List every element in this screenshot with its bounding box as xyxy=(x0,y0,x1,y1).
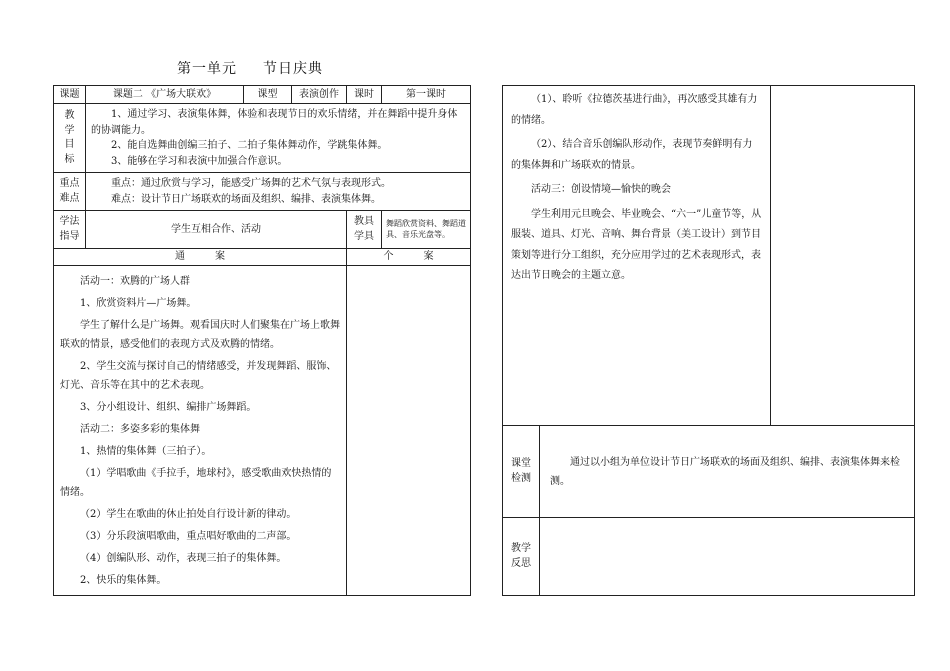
continued-plan-row xyxy=(503,86,915,426)
plan-line: 1、欣赏资料片—广场舞。 xyxy=(80,297,197,309)
keypoints-content xyxy=(86,173,471,211)
plan-line: 1、热情的集体舞（三拍子）。 xyxy=(80,445,212,457)
individual-plan-header: 个 案 xyxy=(347,249,471,266)
method-row xyxy=(54,211,471,249)
keypoints-row xyxy=(54,173,471,211)
tools-label: 教具 学具 xyxy=(347,211,382,249)
check-label: 课堂 检测 xyxy=(503,426,540,518)
method-label: 学法 指导 xyxy=(54,211,86,249)
individual-plan-content-right xyxy=(771,86,915,426)
goals-content xyxy=(86,104,471,173)
continued-plan-content xyxy=(503,86,771,426)
period-value: 第一课时 xyxy=(382,86,471,104)
key-point: 重点：通过欣赏与学习，能感受广场舞的艺术气氛与表现形式。 xyxy=(111,178,391,189)
difficult-point: 难点：设计节日广场联欢的场面及组织、编排、表演集体舞。 xyxy=(111,193,381,205)
plan-line: （2）学生在歌曲的休止拍处自行设计新的律动。 xyxy=(80,508,297,520)
common-plan-header: 通 案 xyxy=(54,249,347,266)
check-content: 通过以小组为单位设计节日广场联欢的场面及组织、编排、表演集体舞来检测。 xyxy=(540,426,915,518)
plan-line: 学生了解什么是广场舞。观看国庆时人们聚集在广场上歌舞联欢的情景，感受他们的表现方式及欢腾的情绪。 xyxy=(60,319,340,350)
reflection-row xyxy=(503,518,915,596)
header-row xyxy=(54,249,471,266)
method-value: 学生互相合作、活动 xyxy=(86,211,347,249)
reflection-label: 教学 反思 xyxy=(503,518,540,596)
plan-line: 3、分小组设计、组织、编排广场舞蹈。 xyxy=(80,401,257,413)
plan-line: （1）学唱歌曲《手拉手，地球村》，感受歌曲欢快热情的情绪。 xyxy=(60,467,332,498)
goal-item: 3、能够在学习和表演中加强合作意识。 xyxy=(111,155,288,167)
plan-line: （4）创编队形、动作，表现三拍子的集体舞。 xyxy=(80,552,287,564)
period-label: 课时 xyxy=(347,86,382,104)
lesson-info-row xyxy=(54,86,471,104)
lesson-type-label: 课型 xyxy=(244,86,292,104)
lesson-type-value: 表演创作 xyxy=(292,86,347,104)
plan-line: 活动三：创设情境—愉快的晚会 xyxy=(531,184,671,195)
goals-row xyxy=(54,104,471,173)
tools-value: 舞蹈欣赏资料、舞蹈道具、音乐光盘等。 xyxy=(382,211,471,249)
lesson-label: 课题 xyxy=(54,86,86,104)
plan-line: （1）、聆听《拉德茨基进行曲》，再次感受其雄有力的情绪。 xyxy=(511,94,758,126)
plan-line: （2）、结合音乐创编队形动作，表现节奏鲜明有力的集体舞和广场联欢的情景。 xyxy=(511,139,753,171)
plan-line: 活动二：多姿多彩的集体舞 xyxy=(80,423,200,435)
page-title xyxy=(0,58,500,78)
check-row xyxy=(503,426,915,518)
left-lesson-table xyxy=(53,85,471,596)
plan-line: 2、快乐的集体舞。 xyxy=(80,574,167,586)
lesson-title: 课题二 《广场大联欢》 xyxy=(86,86,244,104)
plan-line: 学生利用元旦晚会、毕业晚会、“六一”儿童节等，从服装、道具、灯光、音响、舞台背景（美工设计）到节目策划等进行分工组织，充分应用学过的艺术表现形式，表达出节日晚会的主题立意。 xyxy=(511,208,762,281)
plan-line: 活动一：欢腾的广场人群 xyxy=(80,275,190,287)
goal-item: 1、通过学习、表演集体舞，体验和表现节日的欢乐情绪，并在舞蹈中提升身体的协调能力。 xyxy=(91,109,458,136)
plan-body-row xyxy=(54,265,471,596)
reflection-content[interactable] xyxy=(540,518,915,596)
right-lesson-table xyxy=(502,85,915,596)
unit-title: 第一单元 xyxy=(177,61,237,77)
keypoints-label: 重点 难点 xyxy=(54,173,86,211)
topic-title: 节日庆典 xyxy=(263,61,323,77)
individual-plan-content xyxy=(347,265,471,596)
common-plan-content xyxy=(54,265,347,596)
goal-item: 2、能自选舞曲创编三拍子、二拍子集体舞动作，学跳集体舞。 xyxy=(111,140,388,151)
goals-label: 教 学 目 标 xyxy=(54,104,86,173)
plan-line: （3）分乐段演唱歌曲，重点唱好歌曲的二声部。 xyxy=(80,530,297,542)
plan-line: 2、学生交流与探讨自己的情绪感受，并发现舞蹈、服饰、灯光、音乐等在其中的艺术表现。 xyxy=(60,360,337,391)
